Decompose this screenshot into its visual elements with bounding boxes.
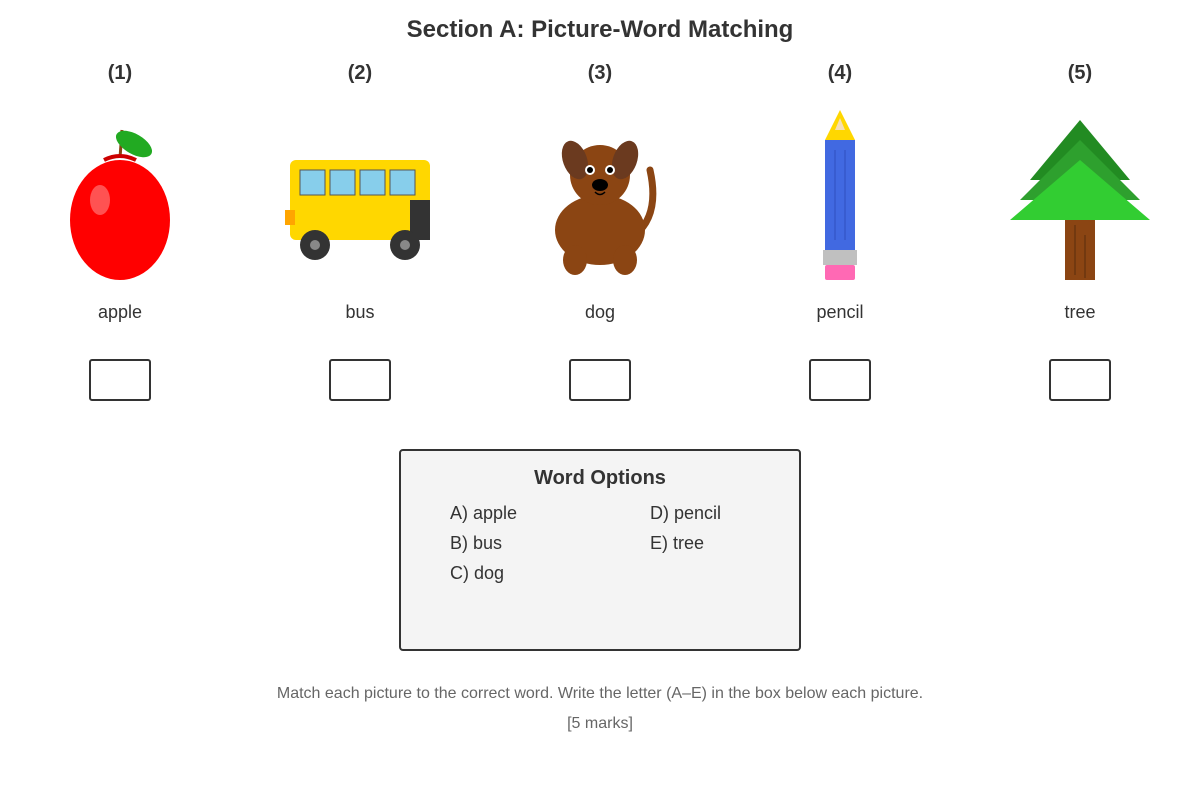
picture-item-apple <box>0 60 240 410</box>
answer-box[interactable] <box>809 359 871 401</box>
item-word: pencil <box>816 302 864 322</box>
item-number: (2) <box>347 62 373 84</box>
item-number: (5) <box>1067 62 1093 84</box>
marks-text: [5 marks] <box>567 715 633 732</box>
answer-box[interactable] <box>89 359 151 401</box>
word-options-box <box>399 449 801 651</box>
item-word: apple <box>97 302 143 322</box>
picture-item-bus <box>240 60 480 410</box>
option-e: E) tree <box>650 533 705 553</box>
picture-item-dog <box>480 60 720 410</box>
item-number: (4) <box>827 62 853 84</box>
instructions-text: Match each picture to the correct word. Write the letter (A–E) in the box below each picture. <box>276 685 924 702</box>
item-number: (1) <box>107 62 133 84</box>
option-a: A) apple <box>450 503 518 523</box>
bus-icon <box>280 100 440 290</box>
answer-box[interactable] <box>1049 359 1111 401</box>
apple-icon <box>40 100 200 290</box>
item-number: (3) <box>587 62 613 84</box>
pencil-icon <box>760 100 920 290</box>
answer-box[interactable] <box>569 359 631 401</box>
dog-icon <box>520 100 680 290</box>
picture-item-pencil <box>720 60 960 410</box>
word-options-title: Word Options <box>534 467 666 489</box>
answer-box[interactable] <box>329 359 391 401</box>
page-title: Section A: Picture-Word Matching <box>406 16 794 43</box>
item-word: dog <box>584 302 616 322</box>
item-word: bus <box>345 302 375 322</box>
option-c: C) dog <box>450 563 505 583</box>
option-b: B) bus <box>450 533 503 553</box>
tree-icon <box>1000 100 1160 290</box>
option-d: D) pencil <box>650 503 722 523</box>
item-word: tree <box>1064 302 1096 322</box>
picture-item-tree <box>960 60 1200 410</box>
